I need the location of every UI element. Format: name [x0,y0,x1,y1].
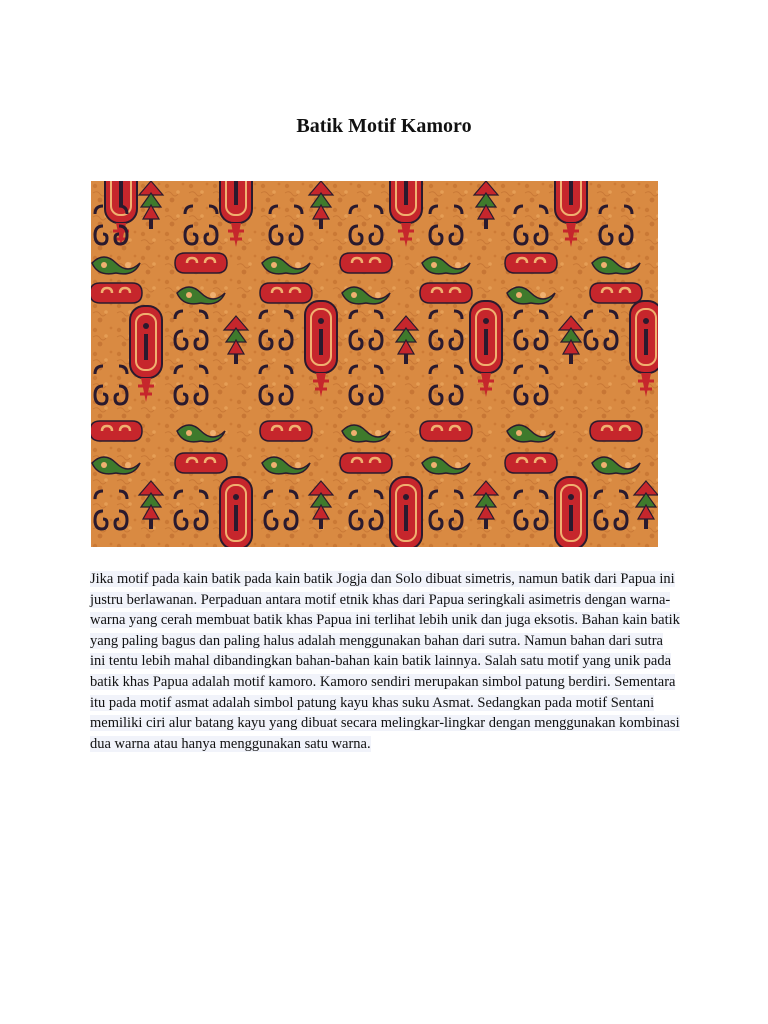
paragraph-text: Jika motif pada kain batik pada kain batik Jogja dan Solo dibuat simetris, namun batik dari Papua ini justru berlawanan. Perpaduan antara motif etnik khas dari Papua seringkali asimetris dengan warna-warna yang cerah membuat batik khas Papua ini terlihat lebih unik dan juga eksotis. Bahan kain batik yang paling bagus dan paling halus adalah menggunakan bahan dari sutra. Namun bahan dari sutra ini tentu lebih mahal dibandingkan bahan-bahan kain batik lainnya. Salah satu motif yang unik pada batik khas Papua adalah motif kamoro. Kamoro sendiri merupakan simbol patung berdiri. Sementara itu pada motif asmat adalah simbol patung kayu khas suku Asmat. Sedangkan pada motif Sentani memiliki ciri alur batang kayu yang dibuat secara melingkar-lingkar dengan menggunakan kombinasi dua warna atau hanya menggunakan satu warna. [90,571,680,752]
page-title: Batik Motif Kamoro [296,115,472,137]
batik-pattern-svg [91,181,658,547]
batik-fabric-image [91,181,658,547]
body-paragraph [90,569,680,754]
